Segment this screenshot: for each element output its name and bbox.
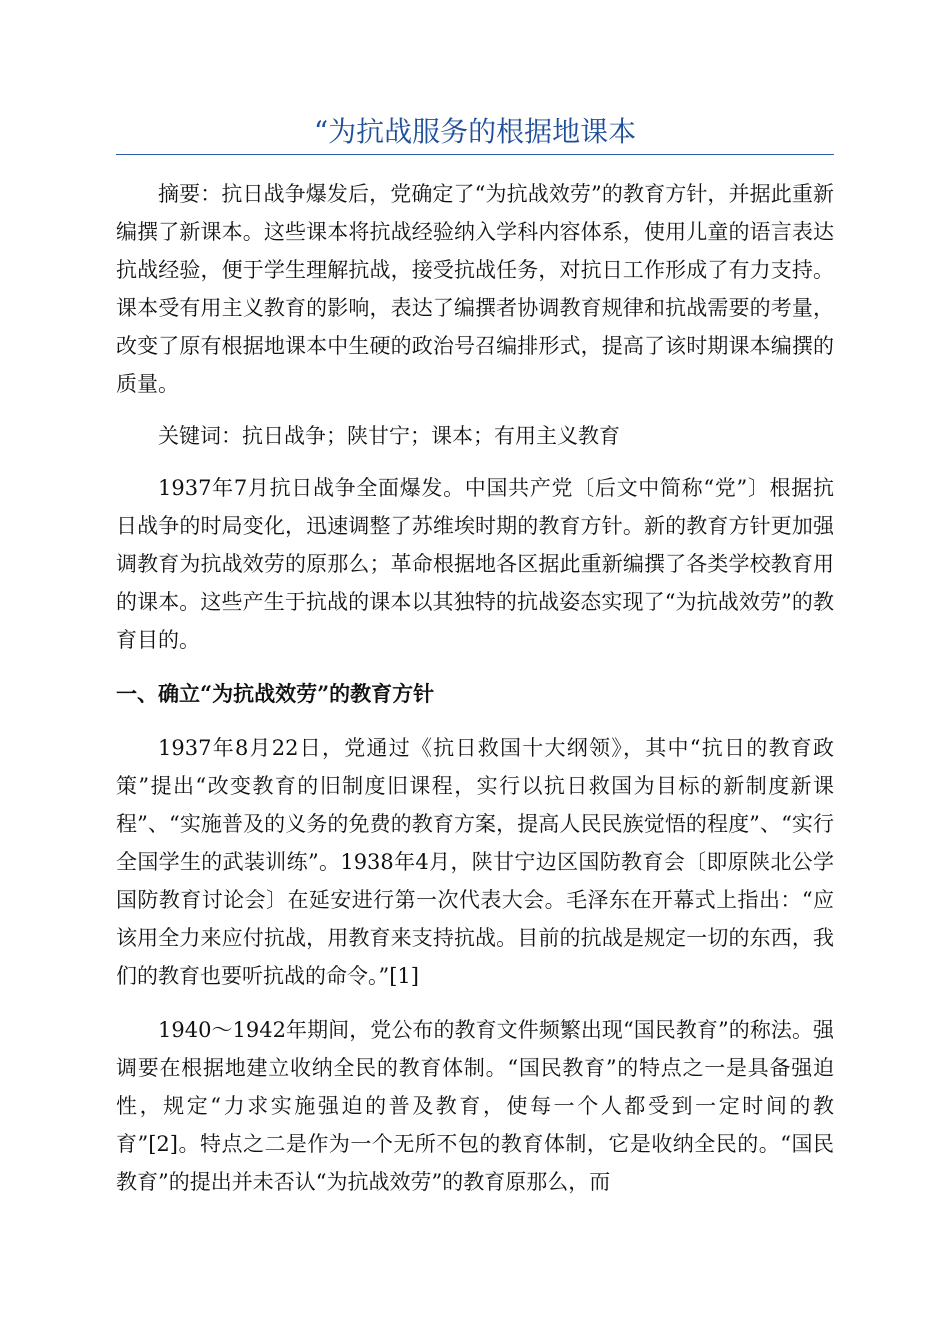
section1-paragraph-2: 1940～1942年期间，党公布的教育文件频繁出现“国民教育”的称法。强调要在根据地建立收纳全民的教育体制。“国民教育”的特点之一是具备强迫性，规定“力求实施强迫的普及教育，使每一个人都受到一定时间的教育”[2]。特点之二是作为一个无所不包的教育体制，它是收纳全民的。“国民教育”的提出并未否认“为抗战效劳”的教育原那么，而 (116, 1018, 834, 1194)
section1-paragraph-1: 1937年8月22日，党通过《抗日救国十大纲领》，其中“抗日的教育政策”提出“改变教育的旧制度旧课程，实行以抗日救国为目标的新制度新课程”、“实施普及的义务的免费的教育方案，提高人民民族觉悟的程度”、“实行全国学生的武装训练”。1938年4月，陕甘宁边区国防教育会〔即原陕北公学国防教育讨论会〕在延安进行第一次代表大会。毛泽东在开幕式上指出：“应该用全力来应付抗战，用教育来支持抗战。目前的抗战是规定一切的东西，我们的教育也要听抗战的命令。”[1] (116, 736, 834, 988)
document-page (116, 112, 834, 1201)
section-heading: 一、确立“为抗战效劳”的教育方针 (116, 681, 435, 706)
keywords-paragraph: 关键词：抗日战争；陕甘宁；课本；有用主义教育 (158, 424, 620, 448)
intro-paragraph: 1937年7月抗日战争全面爆发。中国共产党〔后文中简称“党”〕根据抗日战争的时局变化，迅速调整了苏维埃时期的教育方针。新的教育方针更加强调教育为抗战效劳的原那么；革命根据地各区据此重新编撰了各类学校教育用的课本。这些产生于抗战的课本以其独特的抗战姿态实现了“为抗战效劳”的教育目的。 (116, 476, 834, 652)
abstract-paragraph: 摘要：抗日战争爆发后，党确定了“为抗战效劳”的教育方针，并据此重新编撰了新课本。这些课本将抗战经验纳入学科内容体系，使用儿童的语言表达抗战经验，便于学生理解抗战，接受抗战任务，对抗日工作形成了有力支持。课本受有用主义教育的影响，表达了编撰者协调教育规律和抗战需要的考量，改变了原有根据地课本中生硬的政治号召编排形式，提高了该时期课本编撰的质量。 (116, 182, 834, 396)
document-title: “为抗战服务的根据地课本 (116, 112, 834, 155)
